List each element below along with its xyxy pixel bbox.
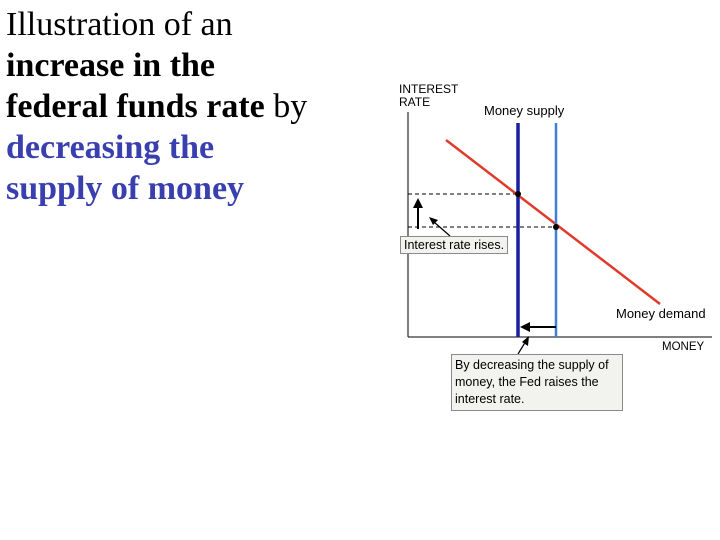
money-demand-curve [446,140,660,304]
title-line-2: increase in the [6,47,216,84]
rate-rise-arrowhead [413,198,423,208]
title-line-3-bold: federal funds rate [6,88,265,125]
rate-note-pointer [434,222,450,236]
y-axis-label: INTEREST RATE [399,82,459,109]
money-demand-label: Money demand [616,306,706,321]
title-line-1: Illustration of an [6,6,233,43]
x-axis-label: MONEY [662,341,705,353]
title-line-4: decreasing the [6,129,215,166]
new-equilibrium-point [515,191,521,197]
title-line-5: supply of money [6,170,245,207]
fed-action-note: By decreasing the supply of money, the Fed raises the interest rate. [451,354,623,411]
interest-rate-rises-note: Interest rate rises. [400,236,508,254]
money-supply-label: Money supply [484,103,565,118]
title-line-3-tail: by [264,88,308,125]
old-equilibrium-point [553,224,559,230]
supply-shift-arrowhead [520,322,530,332]
